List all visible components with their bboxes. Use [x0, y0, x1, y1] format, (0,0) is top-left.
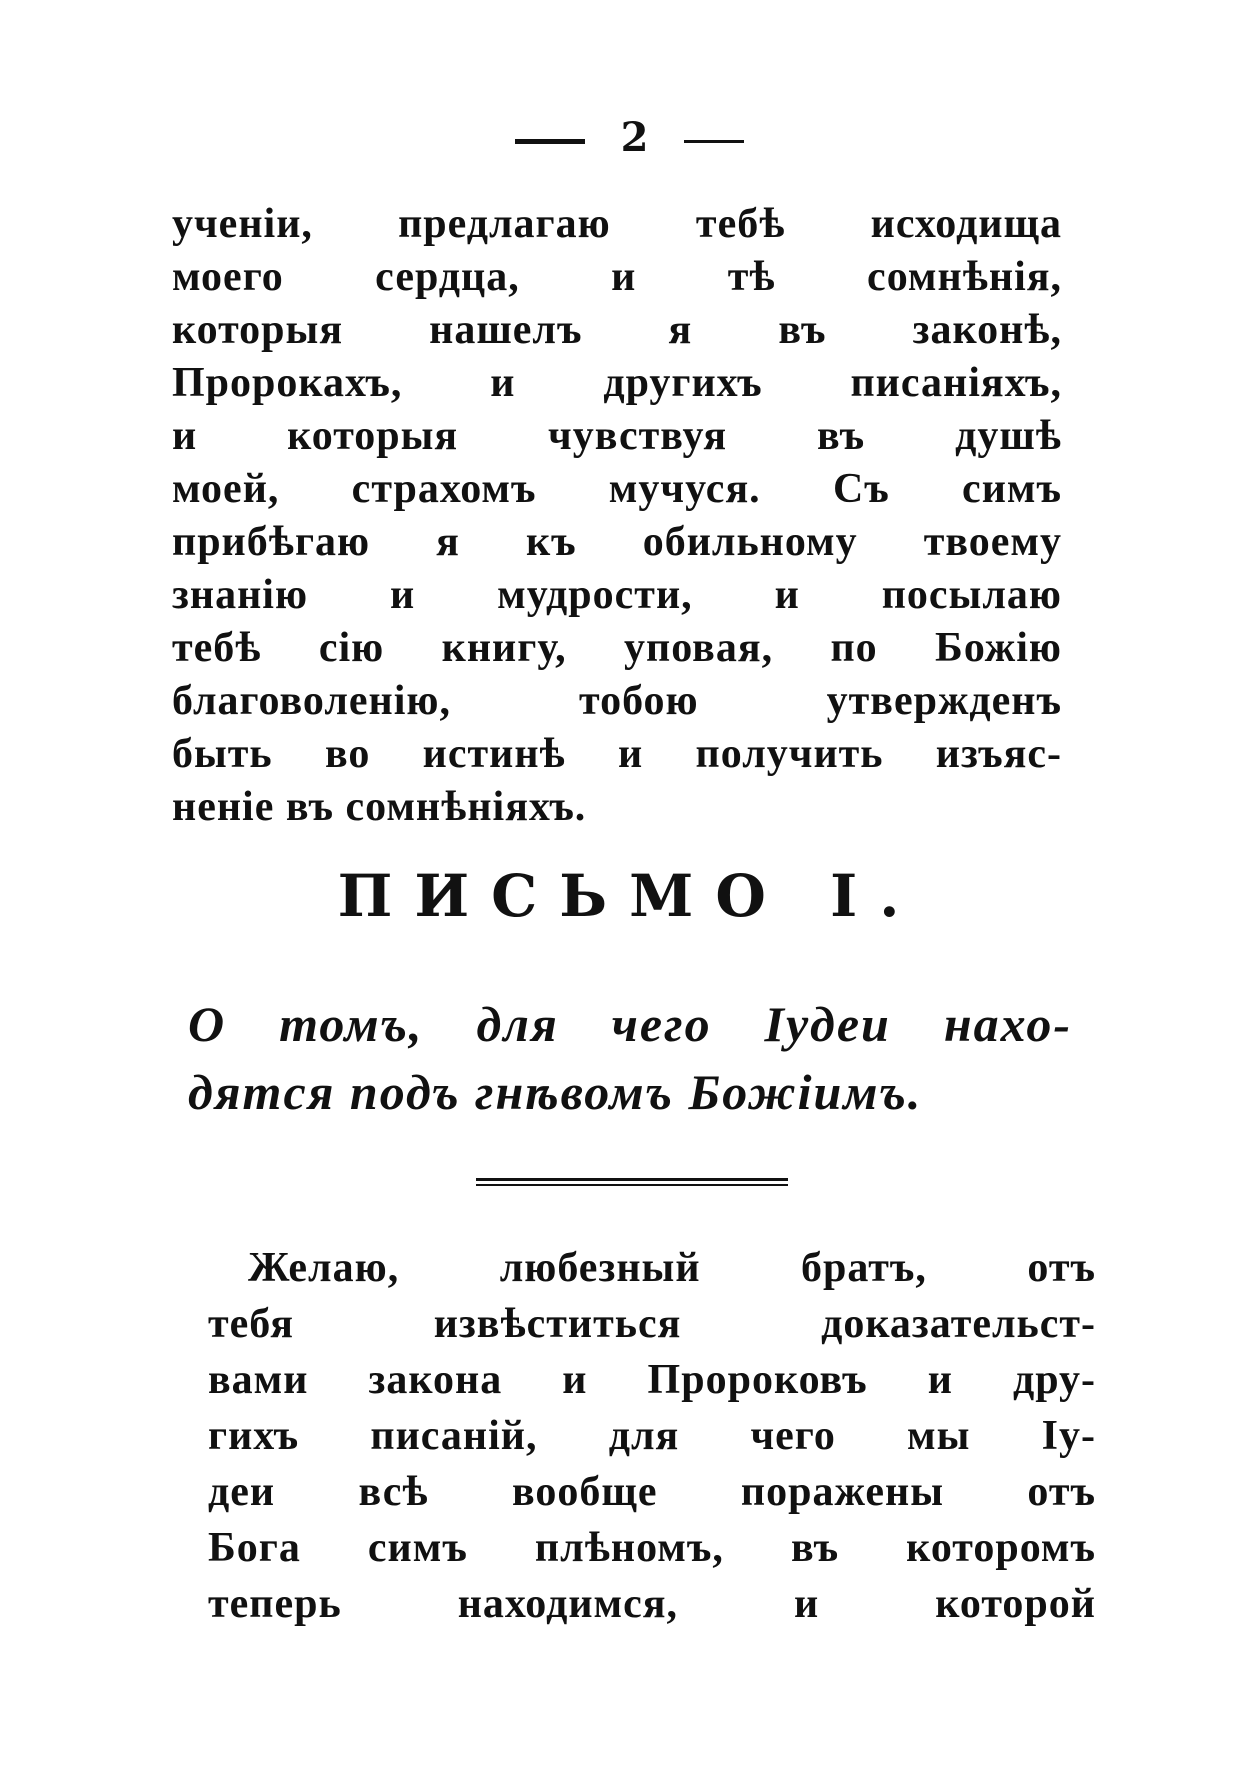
text-line: деи всѣ вообще поражены отъ — [208, 1469, 1096, 1515]
subtitle-line: О томъ, для чего Іудеи нахо- — [188, 996, 1072, 1052]
text-line: Бога симъ плѣномъ, въ которомъ — [208, 1525, 1096, 1571]
subtitle-line: дятся подъ гнѣвомъ Божіимъ. — [188, 1064, 923, 1120]
text-line: тебя извѣститься доказательст- — [208, 1301, 1096, 1347]
header-rule-left — [515, 139, 585, 144]
text-line: гихъ писаній, для чего мы Іу- — [208, 1413, 1096, 1459]
text-line: благоволенію, тобою утвержденъ — [172, 678, 1062, 724]
text-line: вами закона и Пророковъ и дру- — [208, 1357, 1096, 1403]
letter-title: ПИСЬМО I. — [337, 862, 922, 930]
letter-subtitle — [188, 990, 1072, 1126]
intro-paragraph — [172, 198, 1062, 834]
page-header — [0, 114, 1259, 161]
body-paragraph — [208, 1240, 1096, 1632]
text-line: ученіи, предлагаю тебѣ исходища — [172, 201, 1062, 247]
text-line: тебѣ сію книгу, уповая, по Божію — [172, 625, 1062, 671]
text-line: и которыя чувствуя въ душѣ — [172, 413, 1062, 459]
text-line: Желаю, любезный братъ, отъ — [248, 1245, 1096, 1291]
text-line: быть во истинѣ и получить изъяс- — [172, 731, 1062, 777]
text-line: которыя нашелъ я въ законѣ, — [172, 307, 1062, 353]
text-line: неніе въ сомнѣніяхъ. — [172, 784, 587, 830]
text-line: моего сердца, и тѣ сомнѣнія, — [172, 254, 1062, 300]
section-divider — [476, 1178, 788, 1186]
text-line: Пророкахъ, и другихъ писаніяхъ, — [172, 360, 1062, 406]
page-number: 2 — [620, 114, 649, 161]
header-rule-right — [684, 140, 744, 143]
text-line: прибѣгаю я къ обильному твоему — [172, 519, 1062, 565]
text-line: знанію и мудрости, и посылаю — [172, 572, 1062, 618]
text-line: моей, страхомъ мучуся. Съ симъ — [172, 466, 1062, 512]
text-line: теперь находимся, и которой — [208, 1581, 1096, 1627]
